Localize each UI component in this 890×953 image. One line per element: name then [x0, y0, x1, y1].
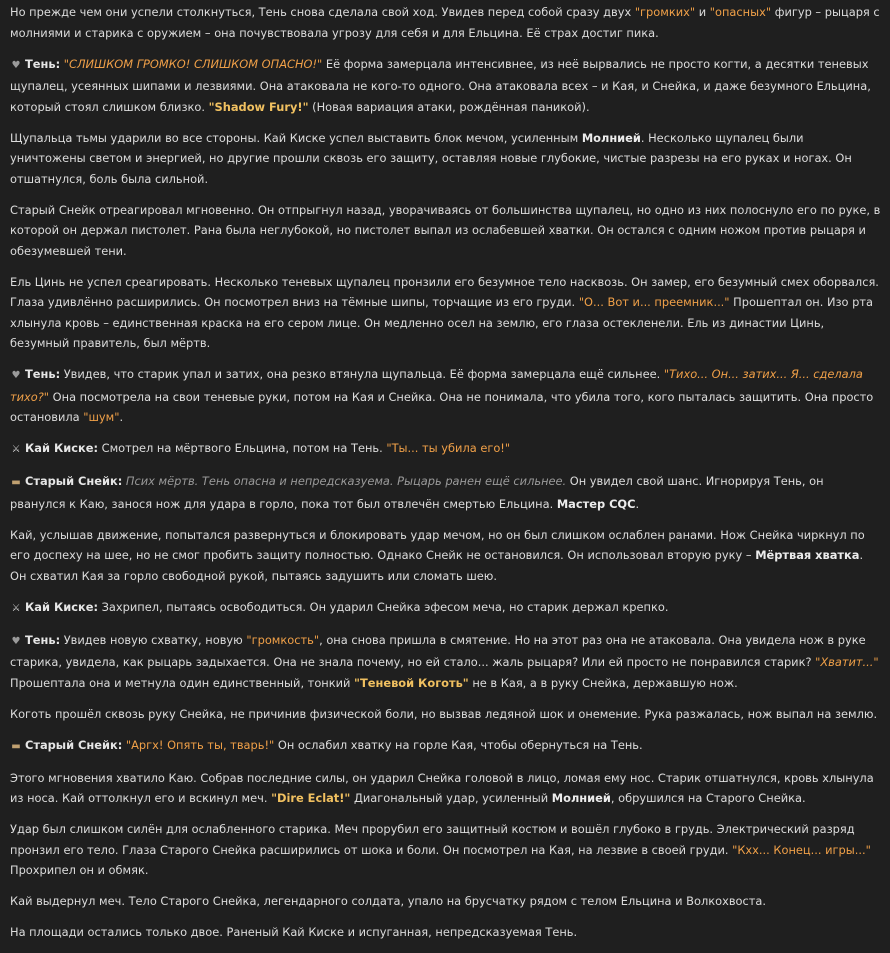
- text: Этого мгновения хватило Каю. Собрав последние силы, он ударил Снейка головой в лицо, ломая ему нос. Старик отшатнулся, кровь хлынула из носа. Кай оттолкнул его и вскинул меч.: [10, 770, 874, 805]
- text: Коготь прошёл сквозь руку Снейка, не причинив физической боли, но вызвав ледяной шок и онемение. Рука разжалась, нож выпал на землю.: [10, 706, 878, 721]
- story-text: [10, 2, 882, 953]
- text: Кай, услышав движение, попытался развернуться и блокировать удар мечом, но он был слишком ослаблен ранами. Нож Снейка чиркнул по его доспеху на шее, но не смог пробить защиту полностью. Однако Снейк не остановился. Он использовал вторую руку –: [10, 527, 865, 562]
- text: .: [119, 410, 124, 424]
- text: Старый Снейк отреагировал мгновенно. Он отпрыгнул назад, уворачиваясь от большинства щупалец, но одно из них полоснуло его по руке, в которой он держал пистолет. Рана была неглубокой, но пистолет выпал из ослабевшей хватки. Он остался с одним ножом против рыцаря и обезумевшей тени.: [10, 202, 881, 258]
- heart-icon: ♥: [11, 635, 21, 647]
- text: Её форма замерцала интенсивнее, из неё вырвались не просто когти, а десятки теневых щупалец, усеянных шипами и лезвиями. Она атаковала не кого-то одного. Она атаковала всех – и Кая, и Снейка, и даже безумного Ельцина, который стоял слишком близко.: [10, 56, 871, 114]
- paragraph-16: [10, 891, 882, 912]
- text: Удар был слишком силён для ослабленного старика. Меч прорубил его защитный костюм и вошёл глубоко в грудь. Электрический разряд пронзил его тело. Глаза Старого Снейка расширились от шока и боли. Он посмотрел на Кая, на лезвие в своей груди.: [10, 822, 855, 857]
- quote: "Аргх! Опять ты, тварь!": [122, 737, 275, 752]
- text: Она посмотрела на свои теневые руки, потом на Кая и Снейка. Она не понимала, что убила того, кого пыталась защитить. Она просто остановила: [10, 389, 874, 424]
- heart-icon: ♥: [11, 59, 21, 71]
- paragraph-2: [10, 54, 882, 118]
- text: Ель Цинь не успел среагировать. Несколько теневых щупалец пронзили его безумное тело насквозь. Он замер, его безумный смех оборвался. Глаза удивлённо расширились. Он посмотрел вниз на тёмные шипы, торчащие из его груди.: [10, 274, 879, 309]
- ability-name: Мёртвая хватка: [755, 548, 860, 562]
- text: Щупальца тьмы ударили во все стороны. Кай Киске успел выставить блок мечом, усиленным: [10, 130, 582, 145]
- paragraph-1: [10, 2, 882, 43]
- paragraph-6: [10, 364, 882, 428]
- speaker-snake: Старый Снейк:: [25, 737, 123, 752]
- paragraph-7: [10, 438, 882, 461]
- swords-icon: ⚔: [11, 444, 21, 455]
- paragraph-4: [10, 200, 882, 262]
- gun-icon: ▬: [11, 740, 21, 752]
- text: фигур – рыцаря с молниями и старика с оружием – она почувствовала угрозу для себя и для Ельцина. Её страх достиг пика.: [10, 5, 880, 40]
- paragraph-12: [10, 704, 882, 725]
- text: . Он схватил Кая за горло свободной рукой, пытаясь задушить или сломать шею.: [10, 548, 864, 583]
- quote: "Тихо... Он... затих... Я... сделала тихо?": [10, 367, 863, 404]
- text: , обрушился на Старого Снейка.: [610, 791, 806, 805]
- paragraph-8: [10, 471, 882, 514]
- speaker-shadow: Тень:: [25, 56, 61, 71]
- heart-icon: ♥: [11, 370, 21, 381]
- speaker-kai: Кай Киске:: [25, 599, 98, 614]
- speaker-kai: Кай Киске:: [25, 441, 98, 455]
- text: Прошептал он. Изо рта хлынула кровь – единственная краска на его сером лице. Он медленно осел на землю, его глаза остекленели. Ель из династии Цинь, безумный правитель, был мёртв.: [10, 295, 873, 350]
- text: Кай выдернул меч. Тело Старого Снейка, легендарного солдата, упало на брусчатку рядом с телом Ельцина и Волкохвоста.: [10, 894, 767, 908]
- ability-name: Молнией: [551, 791, 611, 805]
- text: Увидев новую схватку, новую: [60, 632, 247, 647]
- skill-name: "Теневой Коготь": [354, 675, 469, 690]
- text: Увидев, что старик упал и затих, она резко втянула щупальца. Её форма замерцала ещё сильнее.: [60, 367, 664, 381]
- paragraph-10: [10, 597, 882, 620]
- text: , она снова пришла в смятение. Но на этот раз она не атаковала. Она увидела нож в руке старика, увидела, как рыцарь задыхается. Она не знала почему, но ей стало... жаль рыцаря? Или ей просто не понравился старик?: [10, 632, 866, 669]
- paragraph-15: [10, 819, 882, 881]
- text: Он увидел свой шанс. Игнорируя Тень, он рванулся к Каю, занося нож для удара в горло, пока тот был отвлечён смертью Ельцина.: [10, 474, 824, 511]
- quote: "СЛИШКОМ ГРОМКО! СЛИШКОМ ОПАСНО!": [63, 56, 323, 71]
- swords-icon: ⚔: [11, 602, 21, 614]
- quote: "шум": [83, 410, 120, 424]
- quote: "громкость": [246, 632, 320, 647]
- text: не в Кая, а в руку Снейка, державшую нож.: [468, 675, 738, 690]
- text: . Несколько щупалец были уничтожены светом и энергией, но другие прошли сквозь его защиту, оставляя новые глубокие, чистые разрезы на его руках и ногах. Он отшатнулся, боль была сильной.: [10, 130, 852, 186]
- text: Прошептала она и метнула один единственный, тонкий: [10, 675, 355, 690]
- paragraph-13: [10, 735, 882, 758]
- gun-icon: ▬: [11, 477, 21, 488]
- thought: Псих мёртв. Тень опасна и непредсказуема. Рыцарь ранен ещё сильнее.: [122, 474, 567, 488]
- quote: "Хватит...": [815, 655, 879, 669]
- quote: "Ты... ты убила его!": [386, 441, 511, 455]
- text: Но прежде чем они успели столкнуться, Тень снова сделала свой ход. Увидев перед собой сразу двух: [10, 5, 635, 19]
- text: На площади остались только двое. Раненый Кай Киске и испуганная, непредсказуемая Тень.: [10, 925, 578, 939]
- text: Захрипел, пытаясь освободиться. Он ударил Снейка эфесом меча, но старик держал крепко.: [98, 599, 669, 614]
- paragraph-14: [10, 768, 882, 809]
- skill-name: "Dire Eclat!": [271, 791, 351, 805]
- quote: "опасных": [709, 5, 772, 19]
- text: Диагональный удар, усиленный: [350, 791, 552, 805]
- quote: "громких": [634, 5, 696, 19]
- text: .: [635, 496, 640, 511]
- quote: "Кхх... Конец... игры...": [732, 842, 871, 857]
- paragraph-11: [10, 630, 882, 694]
- text: Он ослабил хватку на горле Кая, чтобы обернуться на Тень.: [274, 737, 643, 752]
- speaker-shadow: Тень:: [25, 632, 61, 647]
- speaker-shadow: Тень:: [25, 367, 61, 381]
- ability-name: Молнией: [581, 130, 641, 145]
- ability-name: Мастер CQC: [556, 496, 636, 511]
- quote: "О... Вот и... преемник...": [578, 295, 730, 309]
- paragraph-9: [10, 525, 882, 587]
- text: Прохрипел он и обмяк.: [10, 863, 149, 877]
- paragraph-5: [10, 272, 882, 354]
- text: и: [695, 5, 710, 19]
- paragraph-17: [10, 922, 882, 943]
- speaker-snake: Старый Снейк:: [25, 474, 123, 488]
- text: Смотрел на мёртвого Ельцина, потом на Тень.: [98, 441, 387, 455]
- skill-name: "Shadow Fury!": [208, 99, 309, 114]
- paragraph-3: [10, 128, 882, 190]
- text: (Новая вариация атаки, рождённая паникой).: [308, 99, 590, 114]
